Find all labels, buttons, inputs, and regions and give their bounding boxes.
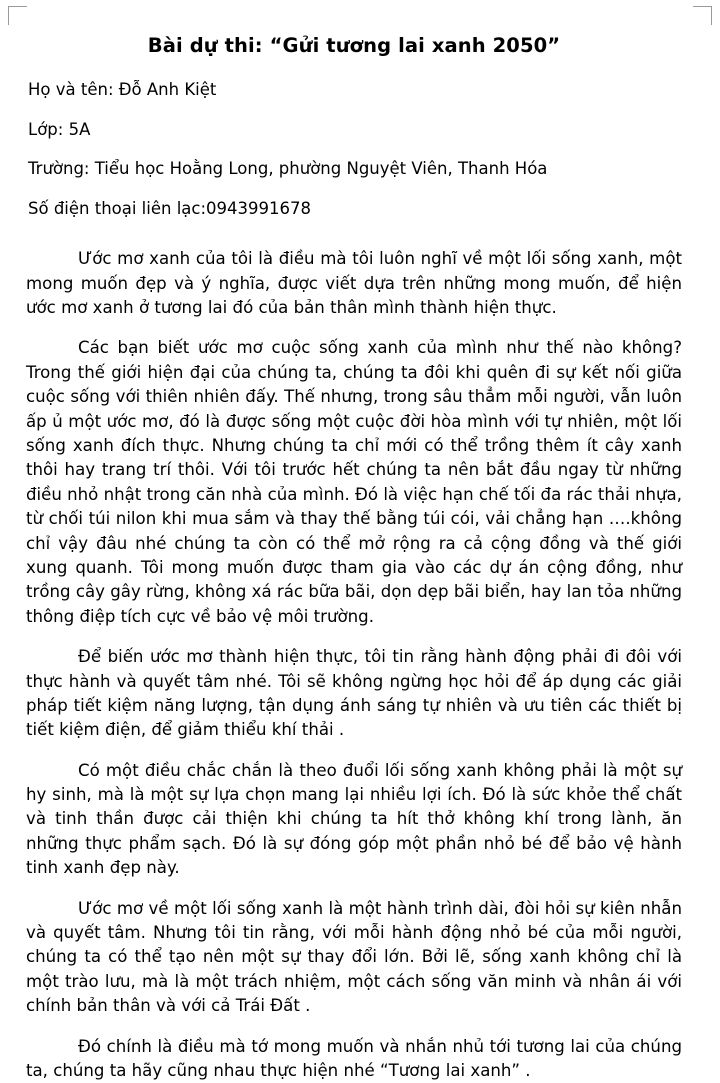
essay-body — [24, 247, 684, 1083]
crop-mark-top-left — [8, 6, 27, 25]
page-title: Bài dự thi: “Gửi tương lai xanh 2050” — [147, 34, 561, 57]
paragraph: Các bạn biết ước mơ cuộc sống xanh của mình như thế nào không? Trong thế giới hiện đại của chúng ta, chúng ta đôi khi quên đi sự kết nối giữa cuộc sống với thiên nhiên đấy. Thế nhưng, trong sâu thẳm mỗi người, vẫn luôn ấp ủ một ước mơ, đó là được sống một cuộc đời hòa mình với tự nhiên, một lối sống xanh đích thực. Nhưng chúng ta chỉ mới có thể trồng thêm ít cây xanh thôi hay trang trí thôi. Với tôi trước hết chúng ta nên bắt đầu ngay từ những điều nhỏ nhật trong căn nhà của mình. Đó là việc hạn chế tối đa rác thải nhựa, từ chối túi nilon khi mua sắm và thay thế bằng túi cói, vải chẳng hạn ….không chỉ vậy đâu nhé chúng ta còn có thể mở rộng ra cả cộng đồng và thế giới xung quanh. Tôi mong muốn được tham gia vào các dự án cộng đồng, như trồng cây gây rừng, không xá rác bữa bãi, dọn dẹp bãi biển, hay lan tỏa những thông điệp tích cực về bảo vệ môi trường. — [26, 338, 682, 626]
meta-line-name: Họ và tên: Đỗ Anh Kiệt — [28, 80, 217, 99]
paragraph: Ước mơ về một lối sống xanh là một hành trình dài, đòi hỏi sự kiên nhẫn và quyết tâm. Nhưng tôi tin rằng, với mỗi hành động nhỏ bé của mỗi người, chúng ta có thể tạo nên một sự thay đổi lớn. Bởi lẽ, sống xanh không chỉ là một trào lưu, mà là một trách nhiệm, một cách sống văn minh và nhân ái với chính bản thân và với cả Trái Đất . — [26, 898, 682, 1016]
meta-line-class: Lớp: 5A — [28, 119, 91, 139]
paragraph: Có một điều chắc chắn là theo đuổi lối sống xanh không phải là một sự hy sinh, mà là một sự lựa chọn mang lại nhiều lợi ích. Đó là sức khỏe thể chất và tinh thần được cải thiện khi chúng ta hít thở không khí trong lành, ăn những thực phẩm sạch. Đó là sự đóng góp một phần nhỏ bé để bảo vệ hành tinh xanh đẹp này. — [26, 760, 682, 878]
paragraph: Đó chính là điều mà tớ mong muốn và nhắn nhủ tới tương lai của chúng ta, chúng ta hãy cũng nhau thực hiện nhé “Tương lai xanh” . — [26, 1036, 682, 1080]
crop-mark-top-right — [693, 6, 712, 25]
author-info-block — [24, 77, 684, 221]
paragraph: Ước mơ xanh của tôi là điều mà tôi luôn nghĩ về một lối sống xanh, một mong muốn đẹp và ý nghĩa, được viết dựa trên những mong muốn, để hiện ước mơ xanh ở tương lai đó của bản thân mình thành hiện thực. — [26, 249, 682, 318]
paragraph: Để biến ước mơ thành hiện thực, tôi tin rằng hành động phải đi đôi với thực hành và quyết tâm nhé. Tôi sẽ không ngừng học hỏi để áp dụng các giải pháp tiết kiệm năng lượng, tận dụng ánh sáng tự nhiên và ưu tiên các thiết bị tiết kiệm điện, để giảm thiểu khí thải . — [26, 647, 682, 740]
meta-line-phone: Số điện thoại liên lạc:0943991678 — [28, 198, 312, 218]
meta-line-school: Trường: Tiểu học Hoằng Long, phường Nguyệt Viên, Thanh Hóa — [28, 159, 548, 179]
